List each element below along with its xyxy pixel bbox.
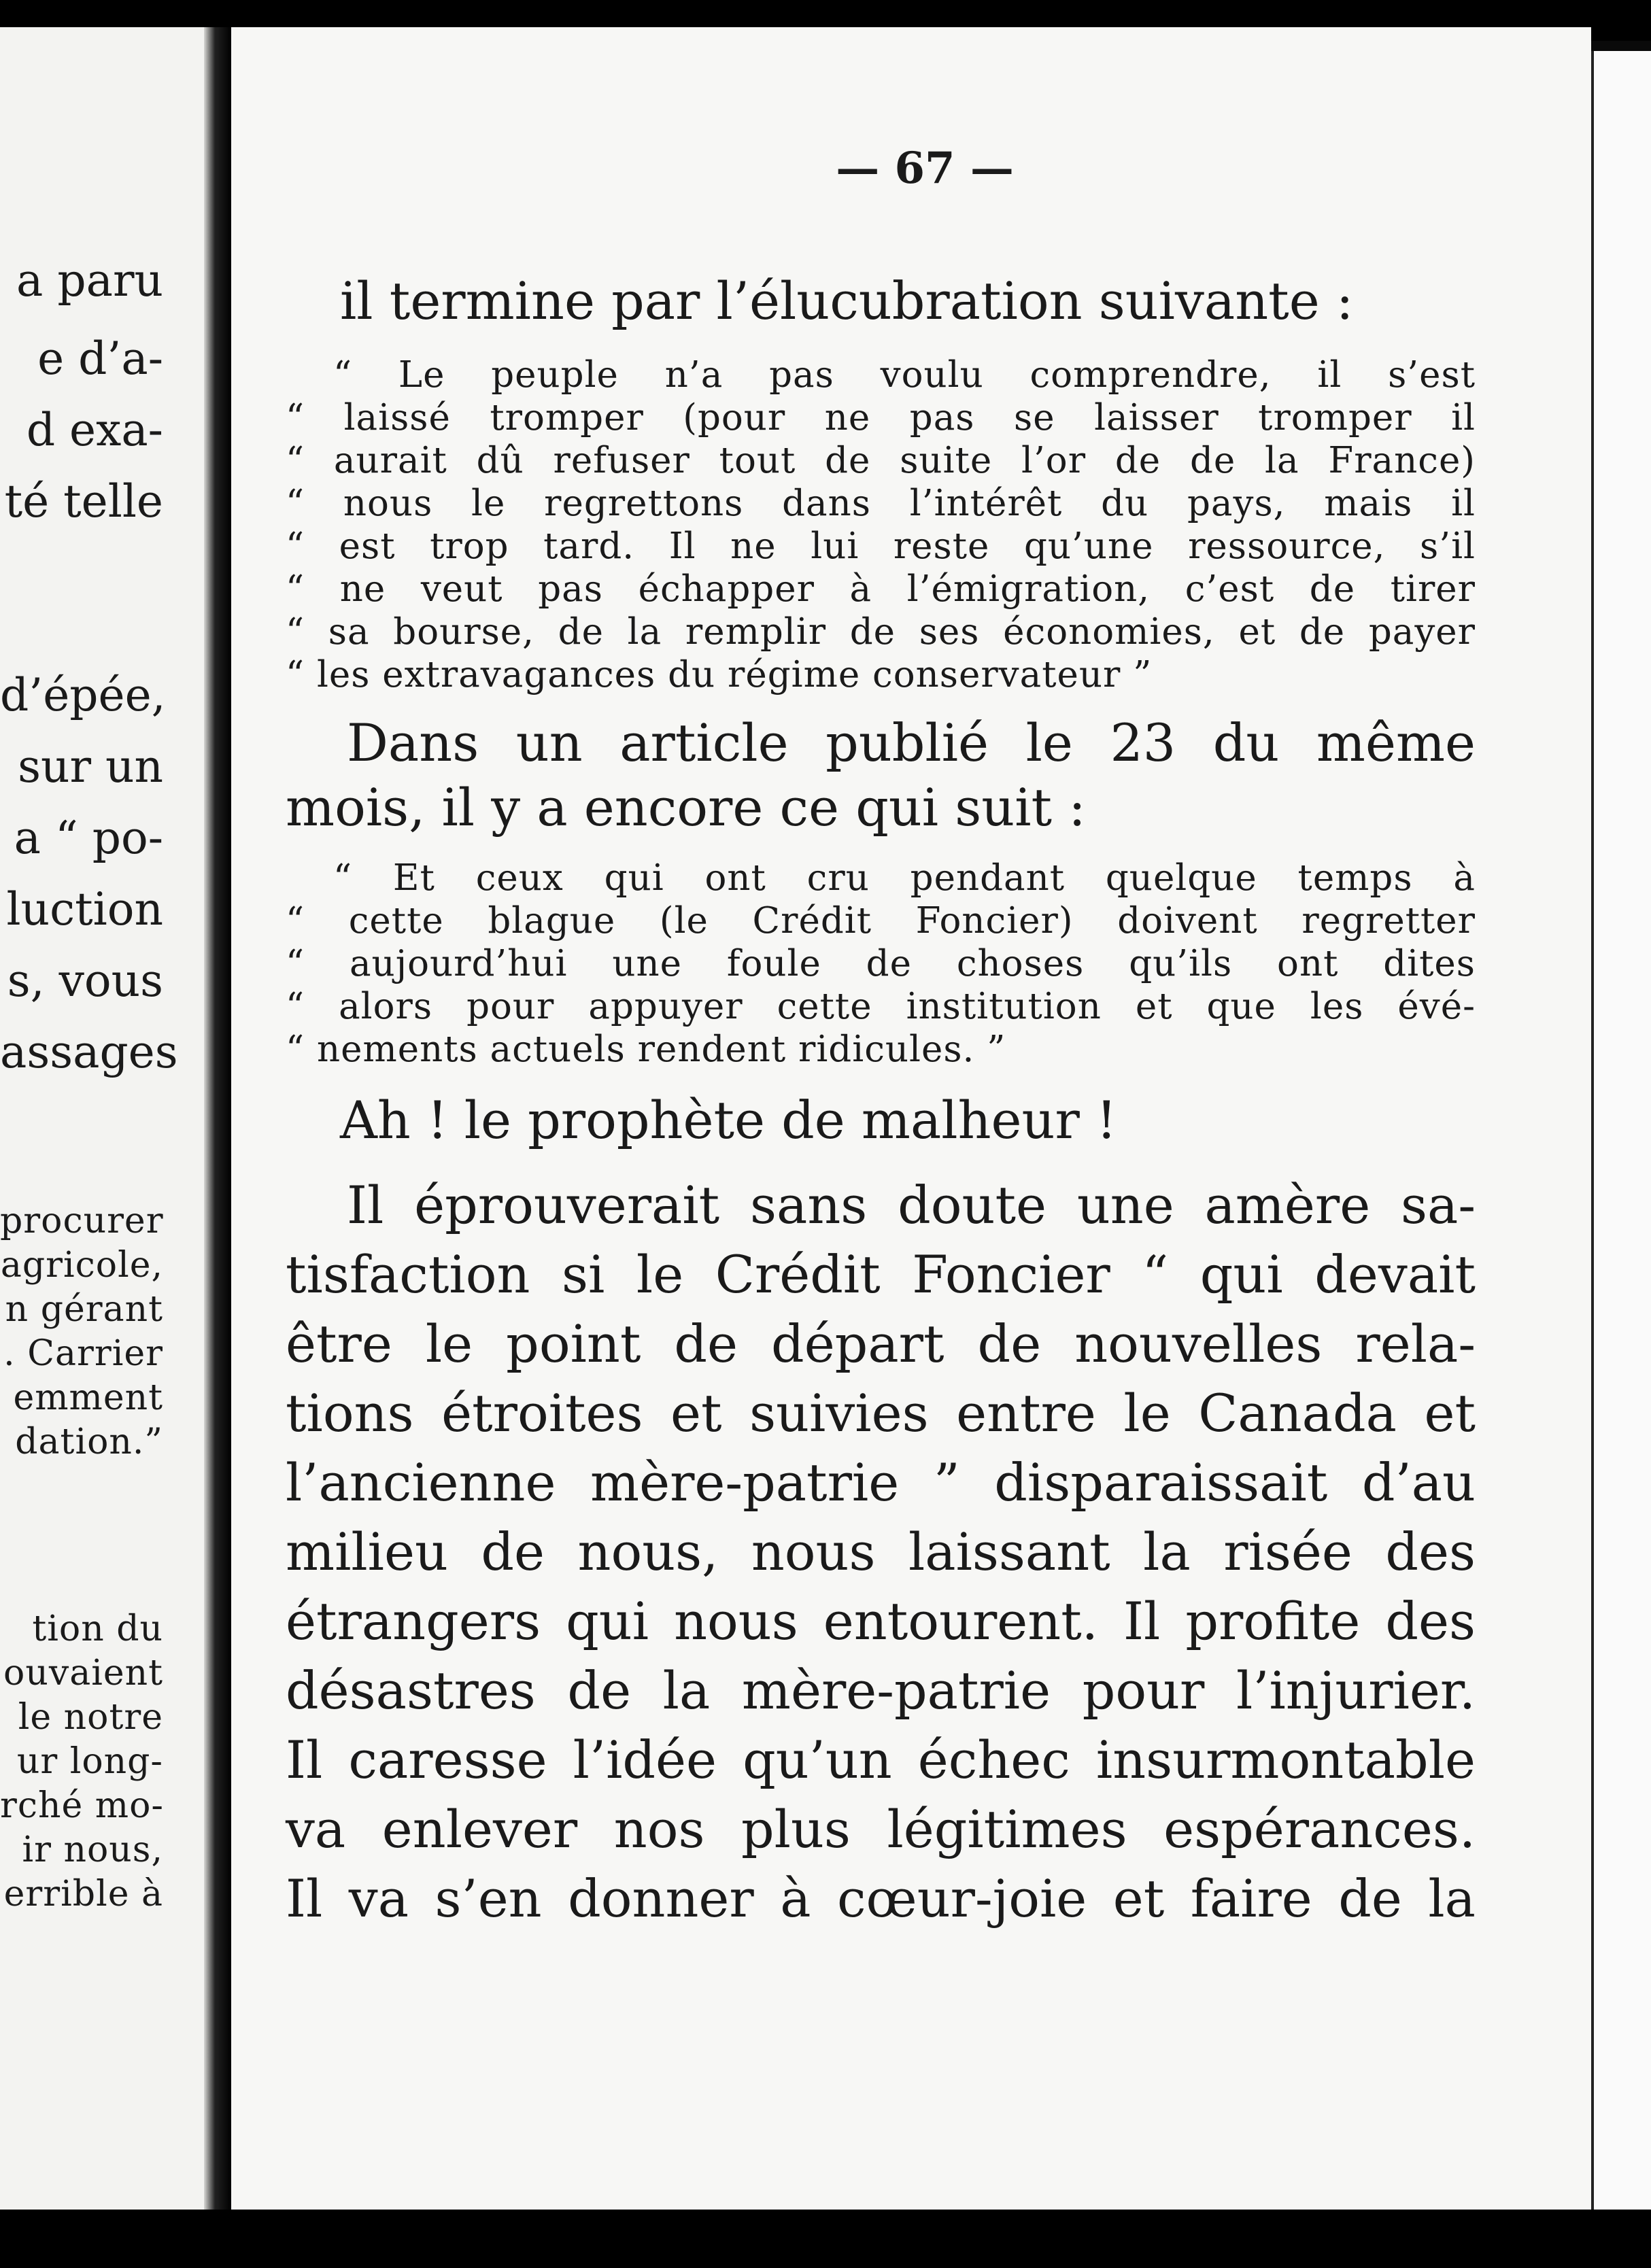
quote-line: “ laissé tromper (pour ne pas se laisser tromper il <box>286 397 1476 439</box>
left-line: procurer <box>0 1201 164 1241</box>
scan-border-bottom <box>0 2210 1651 2268</box>
paragraph-line: Il éprouverait sans doute une amère sa- <box>347 1175 1476 1235</box>
left-line: ouvaient <box>3 1653 163 1694</box>
quote-line: “ nous le regrettons dans l’intérêt du pays, mais il <box>286 483 1476 524</box>
paragraph-line: être le point de départ de nouvelles rela- <box>286 1313 1476 1374</box>
main-page <box>231 27 1591 2237</box>
left-line: luction <box>6 883 163 935</box>
quote-line: “ Et ceux qui ont cru pendant quelque temps à <box>333 857 1476 899</box>
page-number: — 67 — <box>836 143 1014 194</box>
left-line: té telle <box>4 475 163 528</box>
left-line: a “ po- <box>14 812 163 864</box>
left-line: n gérant <box>5 1289 163 1330</box>
paragraph-line: mois, il y a encore ce qui suit : <box>286 777 1086 838</box>
left-line: tion du <box>32 1609 163 1649</box>
quote-line: “ aurait dû refuser tout de suite l’or de de la France) <box>286 440 1476 481</box>
left-page-fragment <box>0 27 231 2210</box>
paragraph-line: Il va s’en donner à cœur-joie et faire de la <box>286 1868 1476 1929</box>
left-line: d exa- <box>26 404 163 456</box>
intro-line: il termine par l’élucubration suivante : <box>340 271 1354 331</box>
left-line: rché mo- <box>0 1785 164 1826</box>
left-line: e d’a- <box>37 332 163 385</box>
quote-line: “ aujourd’hui une foule de choses qu’ils ont dites <box>286 943 1476 984</box>
quote-line: “ nements actuels rendent ridicules. ” <box>286 1029 1006 1070</box>
quote-line: “ les extravagances du régime conservateur ” <box>286 654 1153 695</box>
left-line: a paru <box>16 254 163 307</box>
quote-line: “ Le peuple n’a pas voulu comprendre, il s’est <box>333 354 1476 396</box>
book-gutter <box>204 27 231 2210</box>
left-line: errible à <box>3 1874 163 1914</box>
paragraph-line: désastres de la mère-patrie pour l’injurier. <box>286 1660 1476 1721</box>
left-line: d’épée, <box>0 669 166 721</box>
left-line: assages <box>0 1026 178 1078</box>
paragraph-line: Il caresse l’idée qu’un échec insurmontable <box>286 1730 1476 1790</box>
paragraph-line: tions étroites et suivies entre le Canada et <box>286 1383 1476 1443</box>
left-line: dation.” <box>15 1422 163 1462</box>
left-line: le notre <box>18 1697 163 1738</box>
quote-line: “ sa bourse, de la remplir de ses économies, et de payer <box>286 611 1476 653</box>
quote-line: “ ne veut pas échapper à l’émigration, c’est de tirer <box>286 568 1476 610</box>
left-line: . Carrier <box>3 1333 163 1374</box>
left-line: s, vous <box>7 955 163 1007</box>
left-line: agricole, <box>0 1245 163 1286</box>
right-page-edge <box>1591 51 1651 2227</box>
paragraph-line: milieu de nous, nous laissant la risée des <box>286 1522 1476 1582</box>
quote-line: “ est trop tard. Il ne lui reste qu’une ressource, s’il <box>286 526 1476 567</box>
paragraph-line: va enlever nos plus légitimes espérances. <box>286 1799 1476 1859</box>
paragraph-line: étrangers qui nous entourent. Il profite des <box>286 1591 1476 1651</box>
paragraph-line: tisfaction si le Crédit Foncier “ qui devait <box>286 1244 1476 1305</box>
left-line: emment <box>13 1377 163 1418</box>
quote-line: “ cette blague (le Crédit Foncier) doivent regretter <box>286 900 1476 942</box>
exclamation-line: Ah ! le prophète de malheur ! <box>340 1090 1117 1150</box>
left-line: ir nous, <box>22 1829 163 1870</box>
left-line: sur un <box>18 740 163 793</box>
paragraph-line: Dans un article publié le 23 du même <box>347 712 1476 773</box>
paragraph-line: l’ancienne mère-patrie ” disparaissait d’au <box>286 1452 1476 1513</box>
left-line: ur long- <box>16 1741 163 1782</box>
quote-line: “ alors pour appuyer cette institution et que les évé- <box>286 986 1476 1027</box>
